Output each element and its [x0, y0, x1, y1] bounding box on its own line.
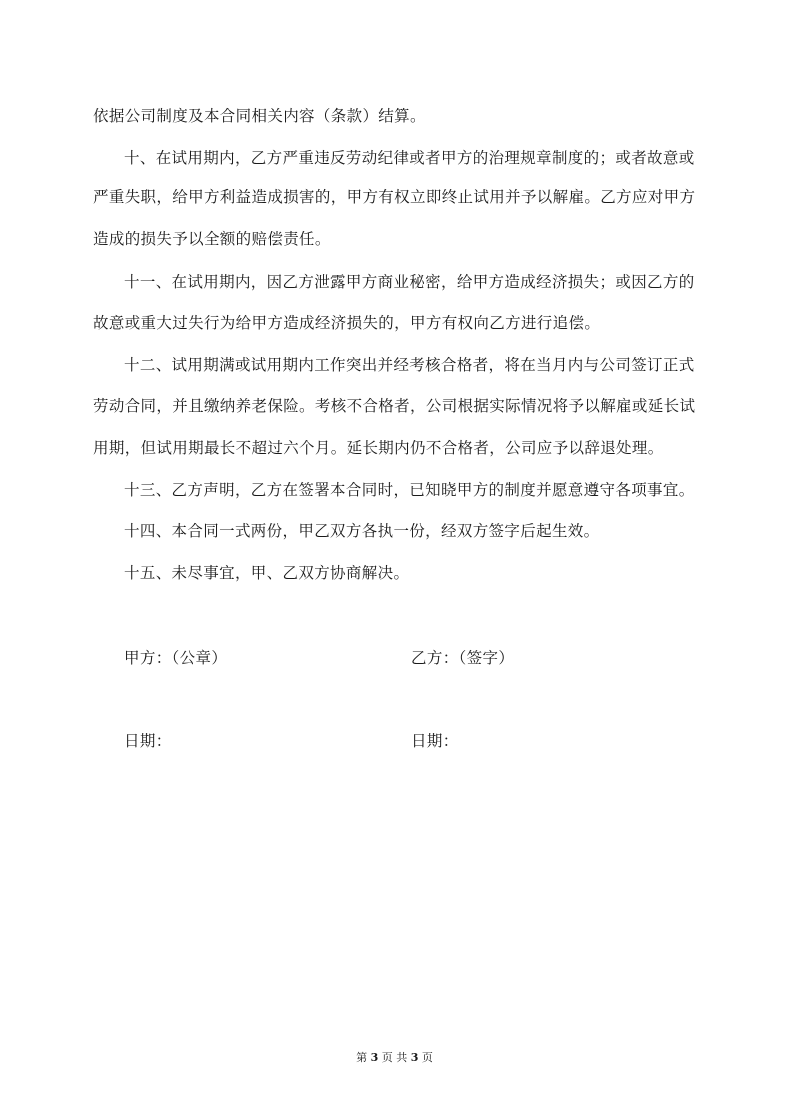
footer-middle: 页 共	[381, 1051, 408, 1064]
clause-13: 十三、乙方声明，乙方在签署本合同时，已知晓甲方的制度并愿意遵守各项事宜。	[124, 481, 695, 499]
page-footer	[0, 1051, 789, 1065]
total-pages-number: 3	[410, 1051, 419, 1064]
party-b-signature-label: 乙方：（签字）	[411, 649, 515, 667]
clause-10-line-2: 严重失职，给甲方利益造成损害的，甲方有权立即终止试用并予以解雇。乙方应对甲方	[93, 188, 696, 206]
clause-10-line-3: 造成的损失予以全额的赔偿责任。	[93, 230, 331, 248]
clause-12-line-2: 劳动合同，并且缴纳养老保险。考核不合格者，公司根据实际情况将予以解雇或延长试	[93, 397, 696, 415]
party-a-date-label: 日期：	[124, 732, 172, 750]
current-page-number: 3	[370, 1051, 379, 1064]
clause-10-line-1: 十、在试用期内，乙方严重违反劳动纪律或者甲方的治理规章制度的；或者故意或	[124, 149, 695, 167]
paragraph-9-line-2: 依据公司制度及本合同相关内容（条款）结算。	[93, 107, 426, 125]
clause-12-line-1: 十二、试用期满或试用期内工作突出并经考核合格者，将在当月内与公司签订正式	[124, 356, 695, 374]
party-a-signature-label: 甲方：（公章）	[124, 649, 228, 667]
footer-prefix: 第	[356, 1051, 368, 1064]
clause-12-line-3: 用期，但试用期最长不超过六个月。延长期内仍不合格者，公司应予以辞退处理。	[93, 439, 664, 457]
footer-suffix: 页	[421, 1051, 433, 1064]
party-b-date-label: 日期：	[411, 732, 459, 750]
clause-15: 十五、未尽事宜，甲、乙双方协商解决。	[124, 564, 410, 582]
clause-11-line-1: 十一、在试用期内，因乙方泄露甲方商业秘密，给甲方造成经济损失；或因乙方的	[124, 273, 695, 291]
clause-14: 十四、本合同一式两份，甲乙双方各执一份，经双方签字后起生效。	[124, 522, 600, 540]
clause-11-line-2: 故意或重大过失行为给甲方造成经济损失的，甲方有权向乙方进行追偿。	[93, 314, 601, 332]
